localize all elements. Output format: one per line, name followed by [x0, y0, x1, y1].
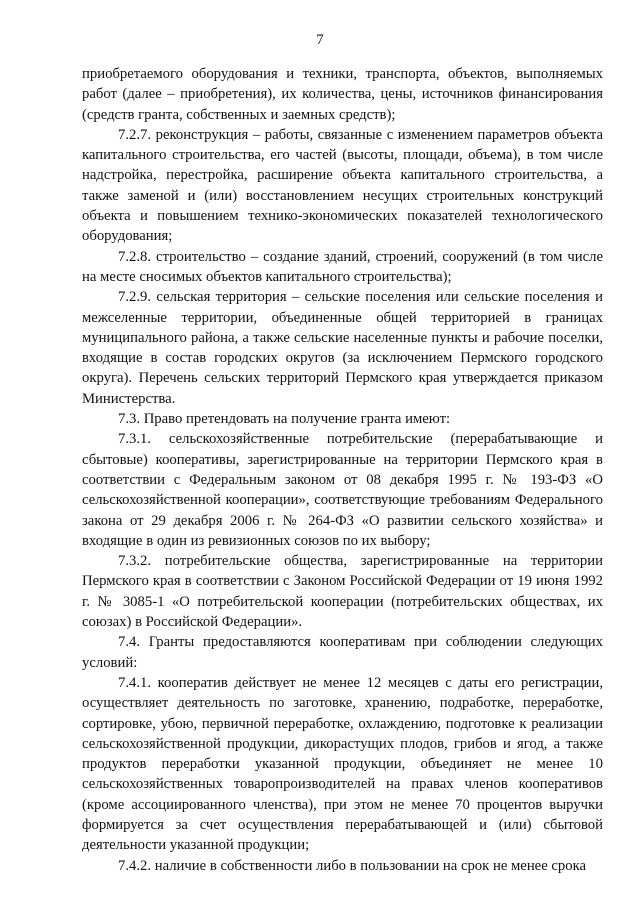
paragraph-7-3-1: 7.3.1. сельскохозяйственные потребительские (перерабатывающие и сбытовые) кооперативы, зарегистрированные на территории Пермского края в соответствии с Федеральным законом от 08 декабря 1995 г. № 193-ФЗ «О сельскохозяйственной кооперации», соответствующие требованиям Федерального закона от 29 декабря 2006 г. № 264-ФЗ «О развитии сельского хозяйства» и входящие в один из ревизионных союзов по их выбору;: [82, 431, 603, 549]
document-body: [82, 64, 603, 876]
paragraph-7-4-1: 7.4.1. кооператив действует не менее 12 месяцев с даты его регистрации, осуществляет деятельность по заготовке, хранению, подработке, переработке, сортировке, убою, первичной переработке, охлаждению, подготовке к реализации сельскохозяйственной продукции, дикорастущих плодов, грибов и ягод, а также продуктов переработки указанной продукции, объединяет не менее 10 сельскохозяйственных товаропроизводителей на правах членов кооперативов (кроме ассоциированного членства), при этом не менее 70 процентов выручки формируется за счет осуществления перерабатывающей и (или) сбытовой деятельности указанной продукции;: [82, 674, 603, 854]
paragraph-7-4-2: 7.4.2. наличие в собственности либо в пользовании на срок не менее срока: [118, 857, 587, 874]
paragraph-7-2-7: 7.2.7. реконструкция – работы, связанные с изменением параметров объекта капитального строительства, его частей (высоты, площади, объема), в том числе надстройка, перестройка, расширение объекта капитального строительства, а также заменой и (или) восстановлением несущих строительных конструкций объекта и повышением технико-экономических показателей технологического оборудования;: [82, 126, 603, 245]
paragraph-7-3: 7.3. Право претендовать на получение гранта имеют:: [118, 411, 451, 428]
paragraph-7-4: 7.4. Гранты предоставляются кооперативам при соблюдении следующих условий:: [82, 634, 603, 671]
paragraph-7-2-8: 7.2.8. строительство – создание зданий, строений, сооружений (в том числе на месте сносимых объектов капитального строительства);: [82, 248, 603, 285]
paragraph-7-2-9: 7.2.9. сельская территория – сельские поселения или сельские поселения и межселенные территории, объединенные общей территорией в границах муниципального района, а также сельские населенные пункты и рабочие поселки, входящие в состав городских округов (за исключением Пермского городского округа). Перечень сельских территорий Пермского края утверждается приказом Министерства.: [82, 289, 603, 407]
page-number: 7: [316, 32, 324, 48]
paragraph-7-3-2: 7.3.2. потребительские общества, зарегистрированные на территории Пермского края в соответствии с Законом Российской Федерации от 19 июня 1992 г. № 3085-1 «О потребительской кооперации (потребительских обществах, их союзах) в Российской Федерации».: [82, 553, 603, 631]
paragraph-acquisition-continuation: приобретаемого оборудования и техники, транспорта, объектов, выполняемых работ (далее – приобретения), их количества, цены, источников финансирования (средств гранта, собственных и заемных средств);: [82, 66, 603, 123]
